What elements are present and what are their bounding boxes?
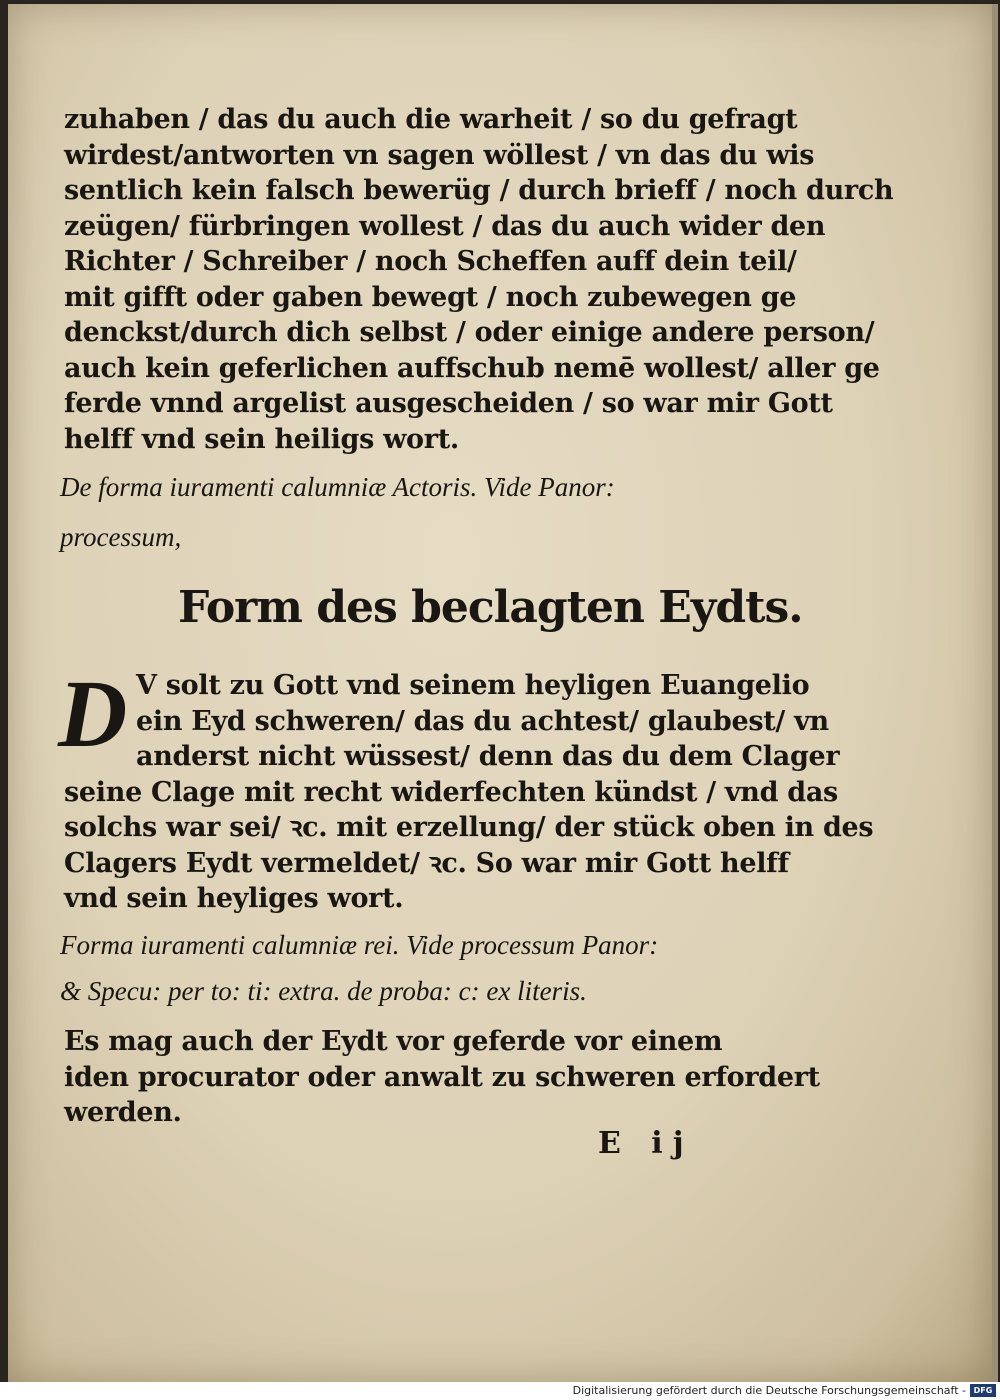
text-line: De forma iuramenti calumniæ Actoris. Vide Panor: <box>60 472 615 502</box>
paragraph-oath-plaintiff <box>64 102 894 457</box>
dfg-logo-icon: DFG <box>970 1384 996 1397</box>
text-line: Clagers Eydt vermeldet/ ꝛc. So war mir Gott helff <box>64 847 789 879</box>
text-line: ferde vnnd argelist ausgescheiden / so war mir Gott <box>64 388 833 419</box>
text-line: sentlich kein falsch bewerüg / durch brieff / noch durch <box>64 175 894 206</box>
text-line: zuhaben / das du auch die warheit / so du gefragt <box>64 104 798 135</box>
latin-note-defendant <box>60 922 780 1014</box>
text-line: processum, <box>60 522 182 552</box>
dropcap-initial: D <box>58 660 128 767</box>
text-line: seine Clage mit recht widerfechten kündst / vnd das <box>64 776 838 808</box>
text-line: iden procurator oder anwalt zu schweren erfordert <box>64 1061 820 1093</box>
text-line: werden. <box>64 1097 182 1128</box>
text-line: Es mag auch der Eydt vor geferde vor einem <box>64 1026 723 1057</box>
catchword-signature: E ij <box>598 1126 694 1161</box>
footer-credit: Digitalisierung gefördert durch die Deutsche Forschungsgemeinschaft - <box>572 1384 966 1397</box>
latin-note-actor <box>60 462 780 562</box>
text-line: zeügen/ fürbringen wollest / das du auch wider den <box>64 210 826 242</box>
text-line: vnd sein heyliges wort. <box>64 883 404 914</box>
text-line: solchs war sei/ ꝛc. mit erzellung/ der stück oben in des <box>64 812 874 843</box>
text-line: Richter / Schreiber / noch Scheffen auff dein teil/ <box>64 246 797 277</box>
text-line: anderst nicht wüssest/ denn das du dem Clager <box>136 741 840 772</box>
text-line: & Specu: per to: ti: extra. de proba: c: ex literis. <box>60 976 587 1006</box>
text-line: V solt zu Gott vnd seinem heyligen Euangelio <box>136 670 810 701</box>
text-line: denckst/durch dich selbst / oder einige andere person/ <box>64 317 875 348</box>
section-heading: Form des beclagten Eydts. <box>178 582 803 633</box>
text-line: mit gifft oder gaben bewegt / noch zubewegen ge <box>64 281 797 313</box>
text-line: wirdest/antworten vn sagen wöllest / vn das du wis <box>64 139 815 171</box>
paragraph-procurator <box>64 1024 820 1131</box>
book-page <box>8 4 998 1382</box>
text-line: ein Eyd schweren/ das du achtest/ glaubest/ vn <box>136 705 829 737</box>
paragraph-oath-defendant <box>64 668 874 917</box>
text-line: helff vnd sein heiligs wort. <box>64 423 459 455</box>
footer-bar <box>0 1382 1000 1400</box>
text-line: Forma iuramenti calumniæ rei. Vide processum Panor: <box>60 930 659 960</box>
text-line: auch kein geferlichen auffschub nemē wollest/ aller ge <box>64 352 880 384</box>
